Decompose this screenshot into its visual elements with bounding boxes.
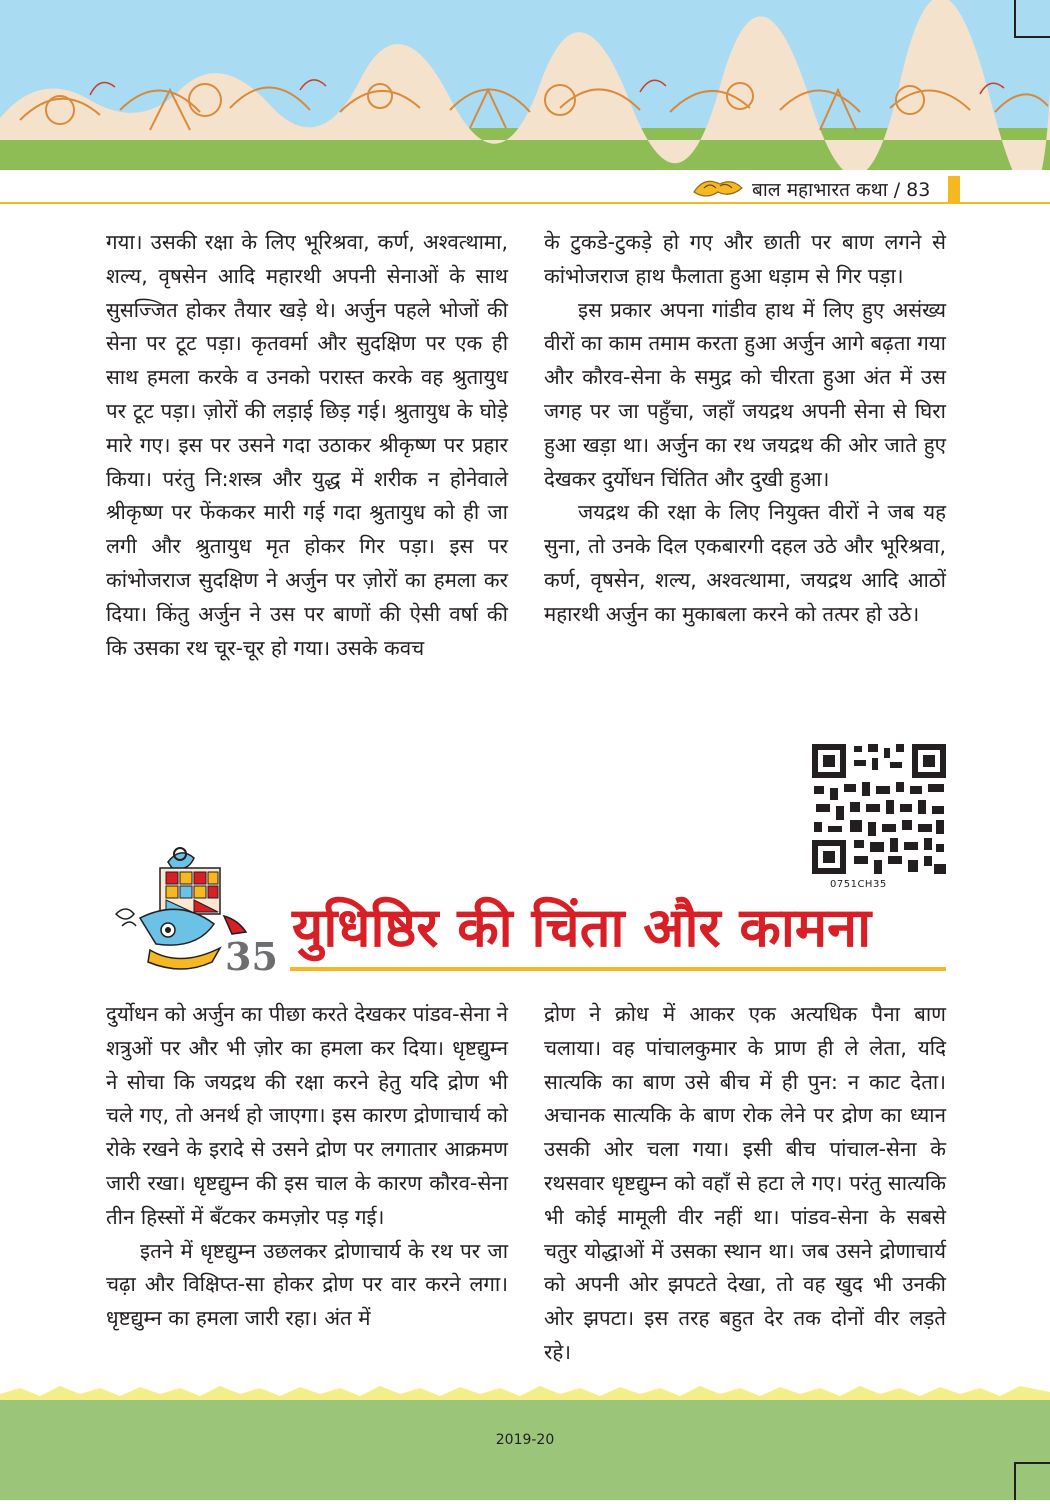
footer-year: 2019-20 [495,1432,555,1448]
header-rule [0,202,1050,204]
page-number: 83 [906,179,931,201]
text-column-4 [544,998,946,1370]
crop-mark [1014,1462,1050,1464]
paragraph: के टुकडे-टुकड़े हो गए और छाती पर बाण लगने से कांभोजराज हाथ फैलाता हुआ धड़ाम से गिर पड़ा। [544,230,946,288]
paragraph: दुर्योधन को अर्जुन का पीछा करते देखकर पांडव-सेना ने शत्रुओं पर और भी ज़ोर का हमला कर दिया। धृष्टद्युम्न ने सोचा कि जयद्रथ की रक्षा करने हेतु यदि द्रोण भी चले गए, तो अनर्थ हो जाएगा। इस कारण द्रोणाचार्य को रोके रखने के इरादे से उसने द्रोण पर लगातार आक्रमण जारी रखा। धृष्टद्युम्न की इस चाल के कारण कौरव-सेना तीन हिस्सों में बँटकर कमज़ोर पड़ गई। [106,1002,508,1229]
crop-mark [1014,1462,1016,1500]
book-title: बाल महाभारत कथा [752,179,888,201]
book-logo-icon [690,174,746,204]
chapter-number: 35 [225,934,278,979]
title-separator: / [893,179,901,201]
chapter-title: युधिष्ठिर की चिंता और कामना [292,896,872,959]
chapter-rule [290,967,946,971]
paragraph: जयद्रथ की रक्षा के लिए नियुक्त वीरों ने जब यह सुना, तो उनके दिल एकबारगी दहल उठे और भूरिश्रवा, कर्ण, वृषसेन, शल्य, अश्वत्थामा, जयद्रथ आदि आठों महारथी अर्जुन का मुकाबला करने को तत्पर हो उठे। [544,500,946,626]
text-column-2 [544,226,946,632]
paragraph: गया। उसकी रक्षा के लिए भूरिश्रवा, कर्ण, अश्वत्थामा, शल्य, वृषसेन आदि महारथी अपनी सेनाओं के साथ सुसज्जित होकर तैयार खड़े थे। अर्जुन पहले भोजों की सेना पर टूट पड़ा। कृतवर्मा और सुदक्षिण पर एक ही साथ हमला करके व उनको परास्त करके वह श्रुतायुध पर टूट पड़ा। ज़ोरों की लड़ाई छिड़ गई। श्रुतायुध के घोड़े मारे गए। इस पर उसने गदा उठाकर श्रीकृष्ण पर प्रहार किया। परंतु नि:शस्त्र और युद्ध में शरीक न होनेवाले श्रीकृष्ण पर फेंककर मारी गई गदा श्रुतायुध को ही जा लगी और श्रुतायुध मृत होकर गिर पड़ा। इस पर कांभोजराज सुदक्षिण ने अर्जुन पर ज़ोरों का हमला कर दिया। किंतु अर्जुन ने उस पर बाणों की ऐसी वर्षा की कि उसका रथ चूर-चूर हो गया। उसके कवच [106,230,508,660]
text-column-1 [106,226,508,665]
header-tab-marker [948,176,960,202]
top-battle-banner [0,0,1050,170]
paragraph: इस प्रकार अपना गांडीव हाथ में लिए हुए असंख्य वीरों का काम तमाम करता हुआ अर्जुन आगे बढ़ता गया और कौरव-सेना के समुद्र को चीरता हुआ अंत में उस जगह पर जा पहुँचा, जहाँ जयद्रथ अपनी सेना से घिरा हुआ खड़ा था। अर्जुन का रथ जयद्रथ की ओर जाते हुए देखकर दुर्योधन चिंतित और दुखी हुआ। [544,297,946,491]
crop-mark [1014,36,1050,38]
crop-mark [1014,0,1016,38]
qr-code-label: 0751CH35 [830,879,887,890]
text-column-3 [106,998,508,1336]
qr-code-icon [810,742,948,876]
running-title [752,176,930,202]
paragraph: इतने में धृष्टद्युम्न उछलकर द्रोणाचार्य के रथ पर जा चढ़ा और विक्षिप्त-सा होकर द्रोण पर वार करने लगा। धृष्टद्युम्न का हमला जारी रहा। अंत में [106,1238,508,1331]
paragraph: द्रोण ने क्रोध में आकर एक अत्यधिक पैना बाण चलाया। वह पांचालकुमार के प्राण ही ले लेता, यदि सात्यकि का बाण उसे बीच में ही पुन: न काट देता। अचानक सात्यकि के बाण रोक लेने पर द्रोण का ध्यान उसकी ओर चला गया। इसी बीच पांचाल-सेना के रथसवार धृष्टद्युम्न को वहाँ से हटा ले गए। परंतु सात्यकि भी कोई मामूली वीर नहीं था। पांडव-सेना के सबसे चतुर योद्धाओं में उसका स्थान था। जब उसने द्रोणाचार्य को अपनी ओर झपटते देखा, तो वह खुद भी उनकी ओर झपटा। इस तरह बहुत देर तक दोनों वीर लड़ते रहे। [544,1002,946,1364]
